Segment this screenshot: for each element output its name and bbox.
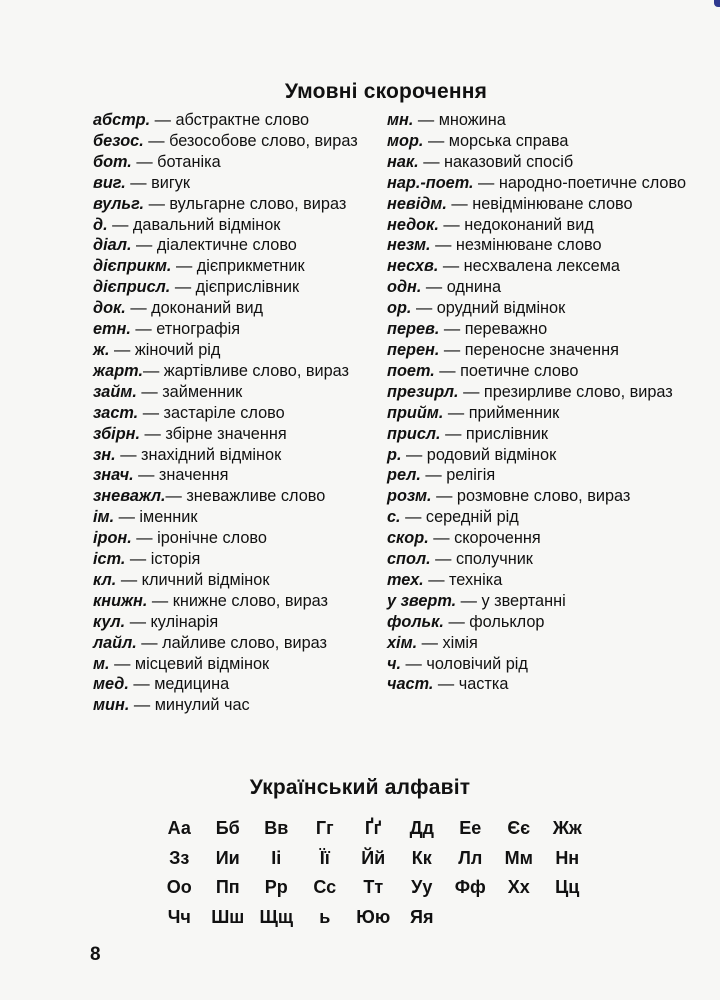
- abbreviation-term: д.: [93, 215, 108, 234]
- alphabet-letter: Чч: [167, 906, 191, 927]
- abbreviation-entry: [93, 277, 385, 298]
- alphabet-letter: Йй: [361, 847, 386, 868]
- abbreviation-entry: [387, 110, 687, 131]
- abbreviation-entry: [387, 173, 687, 194]
- abbreviation-entry: [387, 215, 687, 236]
- abbreviation-term: скор.: [387, 529, 429, 548]
- alphabet-letter: Ии: [215, 847, 240, 868]
- alphabet-letter: Іі: [271, 847, 282, 868]
- abbreviation-entry: [93, 152, 385, 173]
- abbreviation-entry: [387, 235, 687, 256]
- abbreviation-definition: — іронічне слово: [131, 529, 267, 548]
- abbreviation-term: м.: [93, 654, 110, 673]
- abbreviation-term: займ.: [93, 382, 137, 401]
- abbreviation-term: поет.: [387, 361, 435, 380]
- abbreviation-definition: — невідмінюване слово: [446, 194, 633, 213]
- abbreviation-term: ч.: [387, 654, 402, 673]
- abbreviation-definition: — сполучник: [430, 550, 533, 569]
- abbreviation-entry: [387, 591, 687, 612]
- abbreviation-entry: [93, 173, 385, 194]
- alphabet-letter: Юю: [356, 906, 391, 927]
- abbreviation-definition: — множина: [413, 111, 506, 129]
- abbreviation-definition: — релігія: [420, 466, 496, 485]
- abbreviation-definition: — абстрактне слово: [150, 111, 310, 129]
- alphabet-letter: Хх: [507, 877, 530, 897]
- abbreviation-term: ірон.: [93, 529, 132, 548]
- alphabet-letter: Аа: [167, 818, 191, 838]
- abbreviation-entry: [93, 215, 385, 236]
- abbreviation-entry: [93, 403, 385, 424]
- abbreviation-definition: — збірне значення: [140, 424, 287, 443]
- abbreviation-definition: — презирливе слово, вираз: [458, 382, 673, 401]
- abbreviation-definition: — кулінарія: [125, 612, 219, 631]
- abbreviation-term: абстр.: [93, 111, 151, 129]
- abbreviation-term: діал.: [93, 236, 132, 255]
- abbreviation-entry: [93, 612, 385, 633]
- abbreviation-definition: — безособове слово, вираз: [143, 131, 358, 150]
- abbreviation-definition: — переносне значення: [439, 340, 619, 359]
- abbreviation-term: кул.: [93, 612, 126, 631]
- abbreviation-entry: [387, 570, 687, 591]
- abbreviation-entry: [93, 654, 385, 675]
- abbreviation-term: презирл.: [387, 382, 459, 401]
- abbreviation-definition: — у звертанні: [456, 591, 566, 610]
- abbreviation-definition: — прислівник: [440, 424, 548, 443]
- alphabet-letter: Сс: [313, 877, 337, 897]
- abbreviation-definition: — книжне слово, вираз: [147, 591, 328, 610]
- abbreviation-definition: — морська справа: [423, 131, 569, 150]
- abbreviation-entry: [387, 486, 687, 507]
- alphabet-letter: Цц: [555, 877, 580, 897]
- abbreviation-definition: — частка: [433, 675, 509, 694]
- abbreviation-entry: [387, 612, 687, 633]
- abbreviation-term: заст.: [93, 403, 139, 422]
- abbreviation-term: несхв.: [387, 257, 439, 276]
- abbreviation-definition: — жіночий рід: [109, 340, 221, 359]
- abbreviation-entry: [93, 382, 385, 403]
- abbreviation-entry: [387, 194, 687, 215]
- alphabet-letter: Дд: [409, 818, 434, 838]
- abbreviation-term: перен.: [387, 340, 440, 359]
- abbreviation-definition: — застаріле слово: [138, 403, 285, 422]
- abbreviation-term: виг.: [93, 173, 126, 192]
- abbreviation-entry: [387, 465, 687, 486]
- abbreviation-term: вульг.: [93, 194, 145, 213]
- abbreviation-definition: — доконаний вид: [125, 299, 264, 318]
- abbreviation-term: жарт.: [93, 361, 143, 380]
- abbreviation-entry: [387, 424, 687, 445]
- abbreviation-definition: — кличний відмінок: [116, 570, 270, 589]
- abbreviation-term: нар.-поет.: [387, 173, 474, 192]
- abbreviation-term: част.: [387, 675, 434, 694]
- alphabet-letter: Ґґ: [364, 818, 382, 838]
- abbreviation-definition: — поетичне слово: [434, 361, 579, 380]
- abbreviation-definition: — орудний відмінок: [411, 299, 566, 318]
- alphabet-letter: Мм: [504, 847, 533, 868]
- alphabet-letter: Гг: [315, 818, 334, 838]
- alphabet-letter: Шш: [211, 906, 245, 927]
- abbreviation-entry: [93, 633, 385, 654]
- abbreviation-definition: — хімія: [417, 633, 478, 652]
- alphabet-letter: Фф: [454, 877, 486, 897]
- page-number: 8: [90, 944, 101, 965]
- alphabet-letter: Яя: [410, 906, 434, 927]
- abbreviation-entry: [93, 235, 385, 256]
- abbreviation-definition: — вульгарне слово, вираз: [144, 194, 347, 213]
- alphabet-letter: Щщ: [259, 906, 294, 927]
- abbreviation-definition: — ботаніка: [131, 152, 221, 171]
- abbreviation-definition: — жартівливе слово, вираз: [142, 361, 350, 380]
- abbreviation-definition: — давальний відмінок: [107, 215, 281, 234]
- abbreviation-term: дієприкм.: [93, 257, 172, 276]
- abbreviation-entry: [93, 674, 385, 695]
- abbreviation-term: знач.: [93, 466, 134, 485]
- abbreviation-definition: — несхвалена лексема: [438, 257, 620, 276]
- abbreviation-term: безос.: [93, 131, 144, 150]
- abbreviation-entry: [93, 549, 385, 570]
- abbreviation-term: р.: [387, 445, 402, 464]
- abbreviation-term: мин.: [93, 696, 130, 715]
- abbreviation-term: мор.: [387, 131, 424, 150]
- abbreviation-term: прийм.: [387, 403, 444, 422]
- abbreviation-entry: [387, 131, 687, 152]
- alphabet-letter: Кк: [411, 847, 432, 868]
- abbreviation-entry: [93, 340, 385, 361]
- abbreviation-term: невідм.: [387, 194, 447, 213]
- abbreviations-left-column: [93, 110, 385, 716]
- abbreviations-right-column: [387, 110, 687, 695]
- abbreviation-entry: [387, 445, 687, 466]
- abbreviation-definition: — однина: [421, 278, 502, 297]
- abbreviation-term: недок.: [387, 215, 439, 234]
- abbreviation-definition: — середній рід: [400, 508, 519, 527]
- abbreviation-definition: — діалектичне слово: [131, 236, 297, 255]
- abbreviation-term: у зверт.: [387, 591, 457, 610]
- alphabet-letter: Бб: [215, 818, 240, 838]
- page-title: Умовні скорочення: [284, 80, 488, 103]
- abbreviation-entry: [387, 654, 687, 675]
- abbreviation-term: дієприсл.: [93, 278, 171, 297]
- abbreviation-term: одн.: [387, 278, 422, 297]
- abbreviation-entry: [93, 570, 385, 591]
- alphabet-letter: Пп: [215, 877, 240, 897]
- abbreviation-entry: [387, 633, 687, 654]
- abbreviation-entry: [93, 507, 385, 528]
- abbreviation-entry: [93, 486, 385, 507]
- abbreviation-term: розм.: [387, 487, 432, 506]
- alphabet-letter: Вв: [264, 818, 289, 838]
- abbreviation-entry: [93, 591, 385, 612]
- alphabet-grid: [155, 814, 592, 932]
- abbreviation-entry: [387, 674, 687, 695]
- abbreviation-entry: [387, 382, 687, 403]
- alphabet-title: Український алфавіт: [249, 776, 471, 799]
- abbreviation-definition: — займенник: [136, 382, 243, 401]
- abbreviation-definition: — чоловічий рід: [401, 654, 528, 673]
- abbreviation-definition: — скорочення: [428, 529, 541, 548]
- abbreviation-definition: — лайливе слово, вираз: [136, 633, 327, 652]
- abbreviation-definition: — вигук: [125, 173, 191, 192]
- abbreviation-entry: [93, 695, 385, 716]
- abbreviation-definition: — фольклор: [443, 612, 545, 631]
- alphabet-letter: Лл: [458, 847, 483, 868]
- abbreviation-entry: [387, 298, 687, 319]
- abbreviation-definition: — наказовий спосіб: [418, 152, 574, 171]
- abbreviation-entry: [93, 424, 385, 445]
- abbreviation-entry: [93, 528, 385, 549]
- abbreviation-term: перев.: [387, 320, 440, 339]
- abbreviation-entry: [387, 319, 687, 340]
- abbreviation-definition: — народно-поетичне слово: [473, 173, 686, 192]
- abbreviation-entry: [387, 507, 687, 528]
- abbreviation-definition: — зневажливе слово: [165, 487, 326, 506]
- alphabet-letter: Її: [319, 847, 330, 868]
- abbreviation-definition: — недоконаний вид: [438, 215, 594, 234]
- abbreviation-term: ор.: [387, 299, 412, 318]
- abbreviation-term: книжн.: [93, 591, 148, 610]
- abbreviation-definition: — родовий відмінок: [401, 445, 557, 464]
- abbreviation-term: бот.: [93, 152, 132, 171]
- alphabet-letter: Зз: [169, 847, 190, 868]
- abbreviation-term: мед.: [93, 675, 129, 694]
- abbreviation-term: рел.: [387, 466, 421, 485]
- alphabet-letter: Рр: [264, 877, 288, 897]
- abbreviation-term: лайл.: [93, 633, 137, 652]
- abbreviation-definition: — розмовне слово, вираз: [431, 487, 631, 506]
- abbreviation-entry: [93, 465, 385, 486]
- alphabet-letter: Нн: [555, 847, 580, 868]
- abbreviation-definition: — історія: [125, 550, 201, 569]
- abbreviation-definition: — етнографія: [130, 320, 241, 339]
- abbreviation-term: фольк.: [387, 612, 444, 631]
- abbreviation-definition: — прийменник: [443, 403, 560, 422]
- abbreviation-entry: [93, 194, 385, 215]
- abbreviation-term: зневажл.: [93, 487, 166, 506]
- abbreviation-entry: [93, 319, 385, 340]
- abbreviation-entry: [93, 110, 385, 131]
- abbreviation-definition: — дієприслівник: [170, 278, 300, 297]
- abbreviation-definition: — незмінюване слово: [430, 236, 602, 255]
- abbreviation-term: ж.: [93, 340, 110, 359]
- abbreviation-entry: [387, 152, 687, 173]
- abbreviation-term: тех.: [387, 570, 424, 589]
- abbreviation-definition: — техніка: [423, 570, 503, 589]
- alphabet-letter: Єє: [507, 818, 531, 838]
- abbreviation-term: присл.: [387, 424, 441, 443]
- abbreviation-term: док.: [93, 299, 126, 318]
- abbreviation-definition: — місцевий відмінок: [109, 654, 270, 673]
- abbreviation-term: незм.: [387, 236, 431, 255]
- alphabet-letter: ь: [319, 906, 331, 927]
- abbreviation-entry: [387, 528, 687, 549]
- abbreviation-term: хім.: [387, 633, 418, 652]
- abbreviation-term: с.: [387, 508, 401, 527]
- abbreviation-definition: — минулий час: [129, 696, 250, 715]
- corner-mark: [714, 0, 720, 7]
- abbreviation-definition: — переважно: [439, 320, 548, 339]
- abbreviation-term: збірн.: [93, 424, 140, 443]
- abbreviation-entry: [93, 298, 385, 319]
- abbreviation-entry: [387, 549, 687, 570]
- abbreviation-entry: [387, 403, 687, 424]
- abbreviation-entry: [387, 361, 687, 382]
- abbreviation-definition: — значення: [133, 466, 229, 485]
- alphabet-letter: Оо: [166, 877, 192, 897]
- alphabet-letter: Ее: [459, 818, 482, 838]
- abbreviation-entry: [93, 131, 385, 152]
- abbreviation-term: кл.: [93, 570, 117, 589]
- abbreviation-term: зн.: [93, 445, 116, 464]
- abbreviation-entry: [93, 445, 385, 466]
- abbreviation-term: ім.: [93, 508, 115, 527]
- abbreviation-term: іст.: [93, 550, 126, 569]
- abbreviation-term: нак.: [387, 152, 419, 171]
- abbreviation-term: етн.: [93, 320, 131, 339]
- abbreviation-definition: — знахідний відмінок: [115, 445, 282, 464]
- alphabet-letter: Жж: [552, 818, 582, 838]
- alphabet-letter: Уу: [411, 877, 433, 897]
- abbreviation-entry: [387, 340, 687, 361]
- abbreviation-definition: — іменник: [114, 508, 198, 527]
- abbreviation-entry: [93, 361, 385, 382]
- abbreviation-term: мн.: [387, 111, 414, 129]
- abbreviation-definition: — медицина: [128, 675, 230, 694]
- abbreviation-term: спол.: [387, 550, 431, 569]
- abbreviation-definition: — дієприкметник: [171, 257, 305, 276]
- abbreviation-entry: [387, 277, 687, 298]
- abbreviation-entry: [387, 256, 687, 277]
- abbreviation-entry: [93, 256, 385, 277]
- alphabet-letter: Тт: [363, 877, 384, 897]
